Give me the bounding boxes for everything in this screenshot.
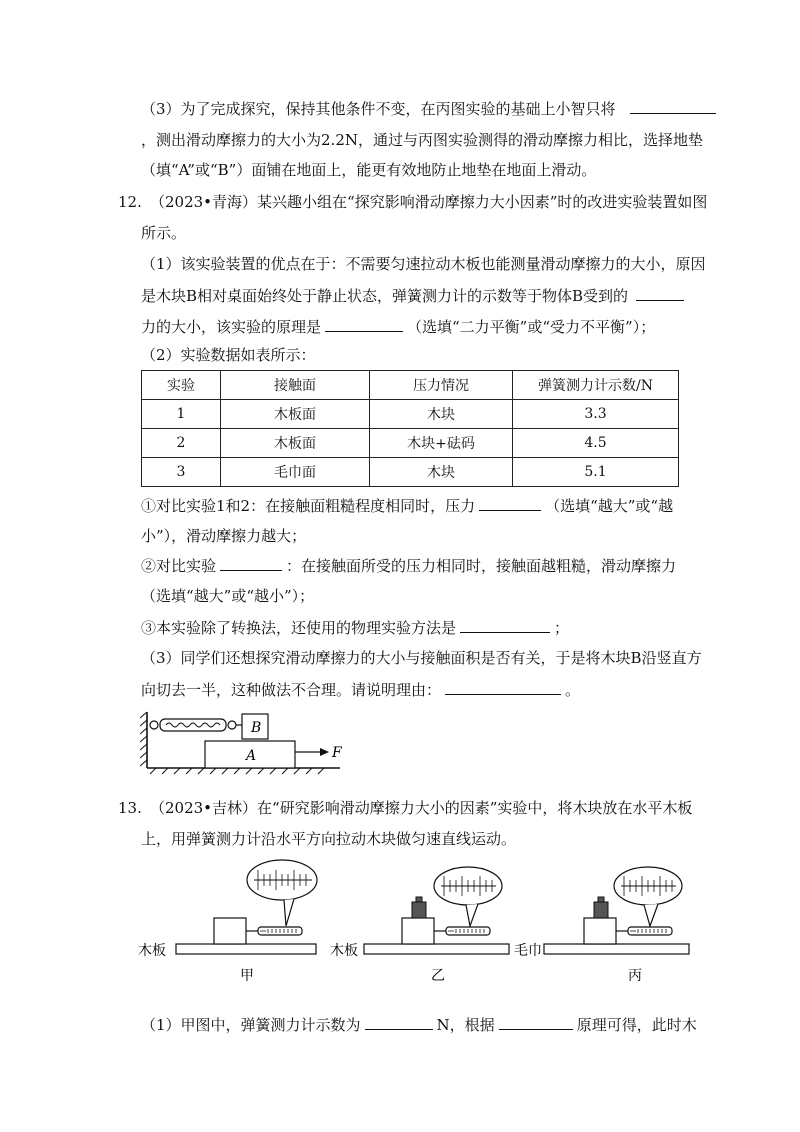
answer-blank[interactable] bbox=[479, 495, 541, 511]
answer-blank[interactable] bbox=[499, 1014, 573, 1030]
table-row bbox=[142, 429, 679, 458]
spring-scale bbox=[160, 719, 226, 731]
q13-part1: （1）甲图中，弹簧测力计示数为 N，根据 原理可得，此时木 bbox=[141, 1016, 697, 1034]
table-cell: 1 bbox=[142, 400, 221, 429]
answer-blank[interactable] bbox=[220, 555, 282, 571]
q13-experiment-figure bbox=[136, 856, 696, 986]
force-arrow-head bbox=[320, 748, 329, 756]
q12-sub1-line1: ①对比实验1和2：在接触面粗糙程度相同时，压力 （选填“越大”或“越 bbox=[141, 497, 674, 515]
q11-part3-line1: （3）为了完成探究，保持其他条件不变，在丙图实验的基础上小智只将 bbox=[141, 98, 720, 119]
table-cell: 毛巾面 bbox=[221, 458, 370, 487]
q12-sub2-line2: （选填“越大”或“越小”）； bbox=[141, 587, 315, 605]
answer-blank[interactable] bbox=[636, 285, 684, 301]
block-b-label: B bbox=[251, 720, 262, 736]
table-cell: 木块+砝码 bbox=[370, 429, 513, 458]
panel-bing bbox=[544, 867, 689, 954]
q12-sub2-line1: ②对比实验 ：在接触面所受的压力相同时，接触面越粗糙，滑动摩擦力 bbox=[141, 557, 677, 575]
q11-part3-line3: （填“A”或“B”）面铺在地面上，能更有效地防止地垫在地面上滑动。 bbox=[141, 161, 597, 179]
q12-apparatus-figure bbox=[140, 706, 360, 776]
surface-label-2: 木板 bbox=[330, 943, 358, 959]
q12-part3-line1: （3）同学们还想探究滑动摩擦力的大小与接触面积是否有关，于是将木块B沿竖直方 bbox=[141, 649, 702, 667]
weight bbox=[412, 902, 426, 918]
answer-blank[interactable] bbox=[630, 98, 716, 114]
table-cell: 4.5 bbox=[513, 429, 679, 458]
wooden-board bbox=[364, 944, 509, 954]
wooden-board bbox=[176, 944, 316, 954]
caption-bing: 丙 bbox=[628, 968, 642, 984]
answer-blank[interactable] bbox=[325, 316, 403, 332]
table-header-cell: 弹簧测力计示数/N bbox=[513, 371, 679, 400]
ground-hatching bbox=[150, 768, 324, 774]
surface-label-1: 木板 bbox=[138, 943, 166, 959]
wood-block bbox=[584, 918, 616, 944]
wood-block bbox=[402, 918, 434, 944]
experiment-data-table bbox=[141, 370, 679, 487]
q12-sub1-line2: 小”），滑动摩擦力越大； bbox=[141, 527, 307, 545]
surface-label-3: 毛巾 bbox=[514, 943, 542, 959]
table-header-row bbox=[142, 371, 679, 400]
table-cell: 木板面 bbox=[221, 400, 370, 429]
answer-blank[interactable] bbox=[365, 1014, 433, 1030]
answer-blank[interactable] bbox=[445, 679, 561, 695]
q12-stem-line1: （2023•青海）某兴趣小组在“探究影响滑动摩擦力大小因素”时的改进实验装置如图 bbox=[150, 193, 708, 211]
wall-hatching bbox=[140, 712, 147, 766]
table-cell: 木板面 bbox=[221, 429, 370, 458]
table-cell: 2 bbox=[142, 429, 221, 458]
q12-sub3: ③本实验除了转换法，还使用的物理实验方法是 ； bbox=[141, 619, 570, 637]
table-header-cell: 实验 bbox=[142, 371, 221, 400]
q13-stem-line2: 上，用弹簧测力计沿水平方向拉动木块做匀速直线运动。 bbox=[141, 830, 517, 848]
table-cell: 木块 bbox=[370, 458, 513, 487]
table-row bbox=[142, 400, 679, 429]
answer-blank[interactable] bbox=[460, 617, 550, 633]
q12-part1-line1: （1）该实验装置的优点在于：不需要匀速拉动木板也能测量滑动摩擦力的大小，原因 bbox=[141, 255, 706, 273]
caption-jia: 甲 bbox=[240, 968, 254, 984]
wood-block bbox=[214, 918, 246, 944]
force-label: F bbox=[332, 745, 342, 761]
table-cell: 5.1 bbox=[513, 458, 679, 487]
q13-number: 13. bbox=[118, 799, 142, 817]
q12-part3-line2: 向切去一半，这种做法不合理。请说明理由： 。 bbox=[141, 681, 581, 699]
q12-stem-line2: 所示。 bbox=[141, 224, 187, 242]
q12-part2-heading: （2）实验数据如表所示： bbox=[141, 346, 316, 364]
table-header-cell: 压力情况 bbox=[370, 371, 513, 400]
table-cell: 3.3 bbox=[513, 400, 679, 429]
table-header-cell: 接触面 bbox=[221, 371, 370, 400]
panel-jia bbox=[176, 860, 317, 954]
table-cell: 木块 bbox=[370, 400, 513, 429]
q12-part1-line2: 是木块B相对桌面始终处于静止状态，弹簧测力计的示数等于物体B受到的 bbox=[141, 285, 688, 306]
board-a-label: A bbox=[246, 748, 257, 764]
table-row bbox=[142, 458, 679, 487]
scale-hook bbox=[228, 721, 236, 729]
caption-yi: 乙 bbox=[431, 968, 445, 984]
spring-coil bbox=[166, 723, 220, 727]
q11-part3-line2: ，测出滑动摩擦力的大小为2.2N，通过与丙图实验测得的滑动摩擦力相比，选择地垫 bbox=[141, 131, 703, 149]
q13-stem-line1: （2023•吉林）在“研究影响滑动摩擦力大小的因素”实验中，将木块放在水平木板 bbox=[150, 799, 693, 817]
wall-hook bbox=[150, 721, 158, 729]
q12-number: 12. bbox=[118, 193, 142, 211]
panel-yi bbox=[364, 867, 509, 954]
weight bbox=[594, 902, 608, 918]
towel-board bbox=[544, 944, 689, 954]
table-cell: 3 bbox=[142, 458, 221, 487]
q12-part1-line3: 力的大小，该实验的原理是 （选填“二力平衡”或“受力不平衡”）； bbox=[141, 318, 656, 336]
